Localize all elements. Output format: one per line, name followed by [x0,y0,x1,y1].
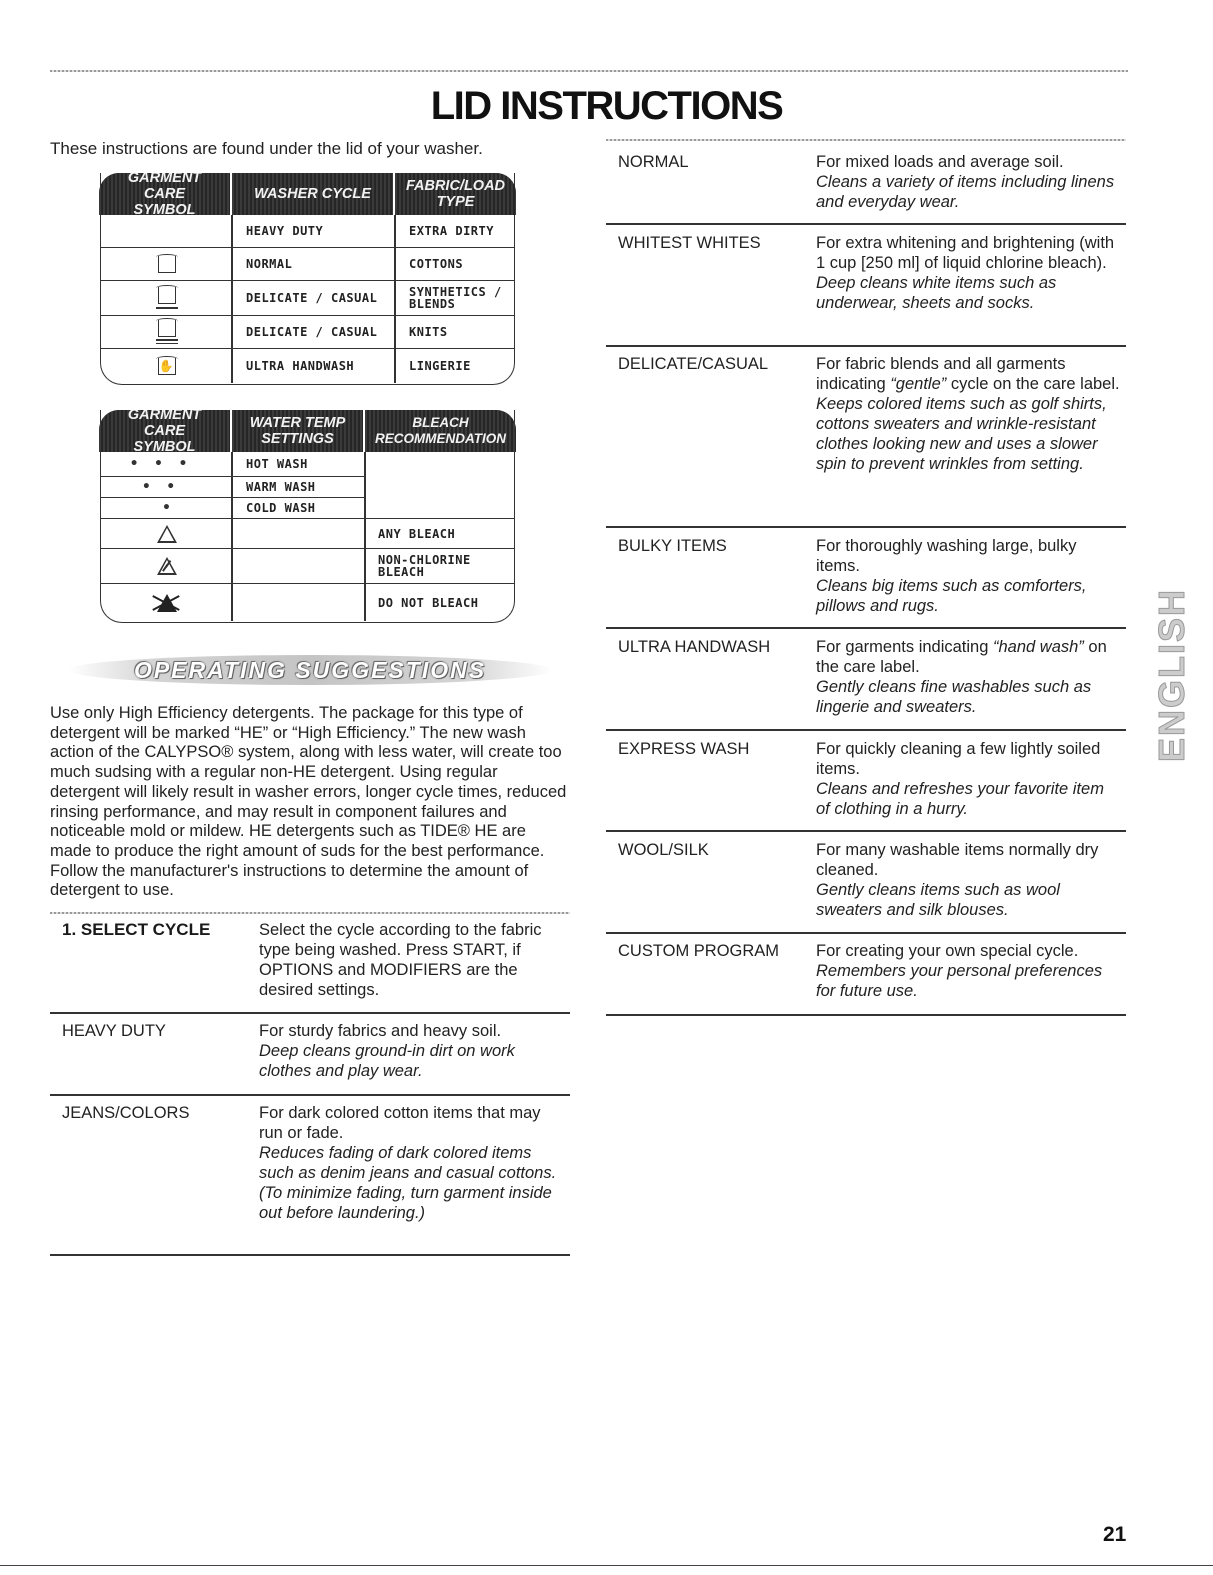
table-row [101,280,514,315]
cycle-detail-text: Remembers your personal preferences for future use. [816,962,1103,1000]
cycle-name-whitest-whites: WHITEST WHITES [618,234,761,252]
cycle-detail-text: Cleans a variety of items including linens and everyday wear. [816,173,1115,211]
one-dot-icon: • [162,500,171,516]
cycle-cell: NORMAL [246,257,293,271]
cycle-desc-text: For mixed loads and average soil. [816,153,1064,171]
cycle-desc-normal [816,152,1121,212]
cycle-desc-text: For sturdy fabrics and heavy soil. [259,1022,502,1040]
cycle-detail-text: Deep cleans ground-in dirt on work clothes and play wear. [259,1042,515,1080]
top-dotted-rule [50,70,1128,72]
desc-emphasis: “gentle” [890,375,947,393]
fabric-cell: KNITS [409,325,448,339]
cycle-desc-whitest-whites [816,233,1121,313]
section-rule [606,223,1126,225]
select-cycle-title: 1. SELECT CYCLE [62,920,211,939]
cycle-cell: DELICATE / CASUAL [246,291,378,305]
intro-text: These instructions are found under the lid of your washer. [50,139,483,158]
section-rule [606,627,1126,629]
english-side-tab [1148,560,1196,790]
cycle-name-wool-silk: WOOL/SILK [618,841,709,859]
desc-emphasis: “hand wash” [993,638,1084,656]
cycle-desc-text: For quickly cleaning a few lightly soiled items. [816,740,1101,778]
cycle-desc-text [816,354,1121,394]
section-rule [50,1254,570,1256]
table-row [101,215,514,247]
cycle-detail-text: Deep cleans white items such as underwear, sheets and socks. [816,274,1057,312]
cycle-desc-bulky-items [816,536,1121,616]
cycle-desc-text: For dark colored cotton items that may run or fade. [259,1104,541,1142]
section-rule [606,830,1126,832]
desc-part: For garments indicating [816,638,993,656]
section-rule [606,932,1126,934]
table-row [101,476,364,497]
cycle-name-ultra-handwash: ULTRA HANDWASH [618,638,771,656]
header-bleach-recommendation: BLEACH RECOMMENDATION [365,410,516,452]
cycle-desc-wool-silk [816,840,1121,920]
cycle-desc-jeans-colors [259,1103,564,1223]
select-cycle-text: Select the cycle according to the fabric type being washed. Press START, if OPTIONS and MODIFIERS are the desired settings. [259,921,542,999]
desc-part: For fabric blends and all garments indicating [816,355,1066,393]
cycle-detail-text: Cleans and refreshes your favorite item of clothing in a hurry. [816,780,1104,818]
cycle-desc-text [816,637,1121,677]
section-rule [606,1014,1126,1016]
cycle-name-jeans-colors: JEANS/COLORS [62,1104,190,1122]
tub-double-underline-icon [101,316,232,348]
desc-part: on the care label. [816,638,1107,676]
tub-hand-icon: ✋ [158,358,175,373]
operating-suggestions-banner [68,655,552,685]
cycle-symbol-table [100,173,515,385]
fabric-cell: SYNTHETICS / BLENDS [409,285,502,311]
two-dots-icon: •• [142,479,191,495]
page-title: LID INSTRUCTIONS [430,84,783,128]
fabric-cell: LINGERIE [409,359,471,373]
header-fabric-load-type: FABRIC/LOAD TYPE [395,173,516,215]
temp-cell-empty [232,519,364,548]
cycle-name-express-wash: EXPRESS WASH [618,740,750,758]
section-rule [50,1012,570,1014]
desc-part: cycle on the care label. [946,375,1120,393]
dotted-rule [50,912,570,914]
cycle-name-bulky-items: BULKY ITEMS [618,537,727,555]
cycle-detail-text: Gently cleans items such as wool sweaters and silk blouses. [816,881,1060,919]
temp-cell: COLD WASH [246,501,316,515]
cycle-desc-text: For creating your own special cycle. [816,942,1079,960]
operating-paragraph: Use only High Efficiency detergents. The package for this type of detergent will be marked “HE” or “High Efficiency.” The new wash action of the CALYPSO® system, along with less water, will create too much sudsing with a regular non-HE detergent. Using regular detergent will likely result in washer errors, longer cycle times, reduced rinsing performance, and may result in component failures and noticeable mold or mildew. HE detergents such as TIDE® HE are made to produce the right amount of suds for the best performance. Follow the manufacturer's instructions to determine the amount of detergent to use. [50,704,567,900]
cycle-desc-custom-program [816,941,1121,1001]
table-row [101,348,514,383]
bottom-rule [0,1565,1213,1566]
symbol-cell-empty [101,215,232,247]
temp-cell: HOT WASH [246,457,308,471]
dotted-rule [606,139,1126,141]
table-row [101,497,364,518]
temp-cell-empty [232,584,364,621]
striped-triangle-icon [101,549,232,583]
table-row [101,583,514,621]
header-garment-care-symbol: GARMENT CARE SYMBOL [99,410,232,452]
cycle-desc-text: For extra whitening and brightening (with 1 cup [250 ml] of liquid chlorine bleach). [816,234,1115,272]
cycle-desc-text: For many washable items normally dry cleaned. [816,841,1099,879]
cycle-name-normal: NORMAL [618,153,689,171]
temp-bleach-table [100,410,515,623]
fabric-cell: COTTONS [409,257,464,271]
cycle-desc-ultra-handwash [816,637,1121,717]
cycle-desc-express-wash [816,739,1121,819]
cycle-name-custom-program: CUSTOM PROGRAM [618,942,780,960]
header-water-temp-settings: WATER TEMP SETTINGS [232,410,365,452]
temp-cell: WARM WASH [246,480,316,494]
cycle-detail-text: Keeps colored items such as golf shirts, cottons sweaters and wrinkle-resistant clothes looking new and uses a slower spin to prevent wrinkles from setting. [816,395,1107,473]
bleach-cell: ANY BLEACH [378,526,456,541]
bleach-cell: NON-CHLORINE BLEACH [378,553,471,579]
table-row [101,548,514,583]
cycle-detail-text: Reduces fading of dark colored items such as denim jeans and casual cottons. (To minimize fading, turn garment inside out before laundering.) [259,1144,557,1222]
cycle-detail-text: Gently cleans fine washables such as lingerie and sweaters. [816,678,1092,716]
table-row [101,518,514,548]
cycle-cell: ULTRA HANDWASH [246,359,355,373]
cycle-name-delicate-casual: DELICATE/CASUAL [618,355,769,373]
header-garment-care-symbol: GARMENT CARE SYMBOL [99,173,232,215]
bleach-cell: DO NOT BLEACH [378,595,479,610]
header-washer-cycle: WASHER CYCLE [232,173,395,215]
table-row [101,247,514,280]
cycle-cell: HEAVY DUTY [246,224,324,238]
section-rule [50,1094,570,1096]
page-number: 21 [1103,1523,1127,1546]
temp-table-header [99,410,516,452]
cycle-detail-text: Cleans big items such as comforters, pillows and rugs. [816,577,1087,615]
tub-underline-icon [101,281,232,315]
cycle-desc-delicate-casual [816,354,1121,474]
triangle-icon [101,519,232,548]
tub-icon [101,248,232,280]
fabric-cell: EXTRA DIRTY [409,224,494,238]
table-row [101,452,364,476]
cycle-cell: DELICATE / CASUAL [246,325,378,339]
section-rule [606,526,1126,528]
english-side-tab-label: ENGLISH [1151,587,1192,762]
operating-suggestions-title: OPERATING SUGGESTIONS [133,656,487,683]
cycle-name-heavy-duty: HEAVY DUTY [62,1022,166,1040]
temp-cell-empty [232,549,364,583]
section-rule [606,345,1126,347]
cycle-table-header [99,173,516,215]
cycle-desc-heavy-duty [259,1021,564,1081]
crossed-triangle-icon [101,584,232,621]
cycle-desc-text: For thoroughly washing large, bulky items. [816,537,1077,575]
table-row [101,315,514,348]
section-rule [606,729,1126,731]
three-dots-icon: ••• [129,456,204,472]
